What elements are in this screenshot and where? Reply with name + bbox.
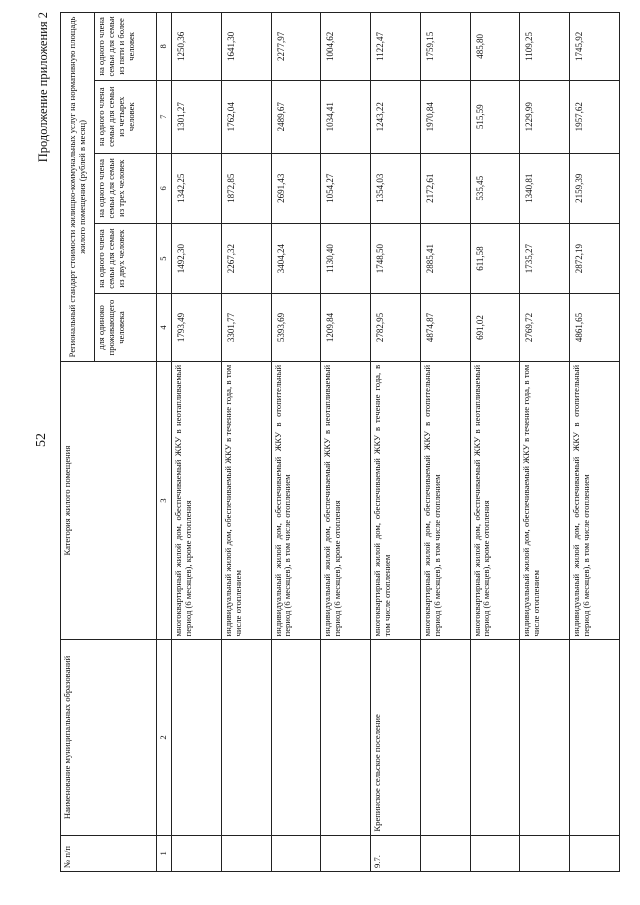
row-number xyxy=(470,835,520,871)
tariff-value: 1250,36 xyxy=(172,13,222,81)
header-sub-5: на одного члена семьи для семьи из пяти и более человек xyxy=(95,13,157,81)
municipality-name xyxy=(420,640,470,835)
tariff-value: 1762,04 xyxy=(221,80,271,153)
dwelling-category: индивидуальный жилой дом, обеспечиваемый ЖКУ в отопительный период (6 месяцев), в том числе отоплением xyxy=(271,361,321,640)
tariff-value: 5393,69 xyxy=(271,294,321,362)
tariff-value: 2691,43 xyxy=(271,153,321,223)
municipality-name xyxy=(321,640,371,835)
table-row xyxy=(470,13,520,872)
tariff-value: 1872,85 xyxy=(221,153,271,223)
header-sub-3: на одного члена семьи для семьи из трех человек xyxy=(95,153,157,223)
tariff-value: 1759,15 xyxy=(420,13,470,81)
dwelling-category: многоквартирный жилой дом, обеспечиваемый ЖКУ в отопительный период (6 месяцев), в том числе отоплением xyxy=(420,361,470,640)
tariff-value: 2769,72 xyxy=(520,294,570,362)
table-row xyxy=(371,13,421,872)
tariff-value: 1745,92 xyxy=(570,13,620,81)
index-6: 6 xyxy=(157,153,172,223)
tariff-value: 1492,30 xyxy=(172,223,222,293)
index-2: 2 xyxy=(157,640,172,835)
table-row xyxy=(221,13,271,872)
header-sub-2: на одного члена семьи для семьи из двух человек xyxy=(95,223,157,293)
table-row xyxy=(172,13,222,872)
tariff-table xyxy=(60,12,620,872)
tariff-value: 691,02 xyxy=(470,294,520,362)
tariff-value: 1130,40 xyxy=(321,223,371,293)
tariff-value: 2872,19 xyxy=(570,223,620,293)
tariff-value: 1034,41 xyxy=(321,80,371,153)
header-standard: Региональный стандарт стоимости жилищно-коммунальных услуг на нормативную площадь жилого помещения (рублей в месяц) xyxy=(61,13,95,362)
tariff-value: 1641,30 xyxy=(221,13,271,81)
tariff-value: 2267,32 xyxy=(221,223,271,293)
tariff-value: 2885,41 xyxy=(420,223,470,293)
municipality-name xyxy=(470,640,520,835)
tariff-value: 1054,27 xyxy=(321,153,371,223)
tariff-value: 1301,27 xyxy=(172,80,222,153)
municipality-name: Крепинское сельское поселение xyxy=(371,640,421,835)
tariff-value: 1354,03 xyxy=(371,153,421,223)
tariff-value: 485,80 xyxy=(470,13,520,81)
header-sub-1: для одиноко проживающего человека xyxy=(95,294,157,362)
page-number: 52 xyxy=(34,433,49,447)
header-municipality: Наименование муниципальных образований xyxy=(61,640,157,835)
tariff-value: 1340,81 xyxy=(520,153,570,223)
table-row xyxy=(420,13,470,872)
row-number xyxy=(321,835,371,871)
dwelling-category: многоквартирный жилой дом, обеспечиваемый ЖКУ в течение года, в том числе отоплением xyxy=(371,361,421,640)
header-sub-4: на одного члена семьи для семьи из четырех человек xyxy=(95,80,157,153)
municipality-name xyxy=(172,640,222,835)
dwelling-category: индивидуальный жилой дом, обеспечиваемый ЖКУ в течение года, в том числе отоплением xyxy=(520,361,570,640)
dwelling-category: индивидуальный жилой дом, обеспечиваемый ЖКУ в отопительный период (6 месяцев), в том числе отоплением xyxy=(570,361,620,640)
municipality-name xyxy=(271,640,321,835)
tariff-value: 611,58 xyxy=(470,223,520,293)
row-number xyxy=(221,835,271,871)
index-1: 1 xyxy=(157,835,172,871)
tariff-value: 2782,95 xyxy=(371,294,421,362)
index-3: 3 xyxy=(157,361,172,640)
municipality-name xyxy=(570,640,620,835)
row-number: 9.7. xyxy=(371,835,421,871)
tariff-value: 4874,87 xyxy=(420,294,470,362)
tariff-value: 3301,77 xyxy=(221,294,271,362)
index-7: 7 xyxy=(157,80,172,153)
dwelling-category: индивидуальный жилой дом, обеспечиваемый ЖКУ в течение года, в том числе отоплением xyxy=(221,361,271,640)
tariff-value: 1004,62 xyxy=(321,13,371,81)
tariff-value: 2489,67 xyxy=(271,80,321,153)
table-row xyxy=(321,13,371,872)
row-number xyxy=(420,835,470,871)
row-number xyxy=(172,835,222,871)
tariff-value: 1748,50 xyxy=(371,223,421,293)
header-category: Категория жилого помещения xyxy=(61,361,157,640)
dwelling-category: индивидуальный жилой дом, обеспечиваемый ЖКУ в неотапливаемый период (6 месяцев), кроме отопления xyxy=(321,361,371,640)
row-number xyxy=(570,835,620,871)
table-row xyxy=(570,13,620,872)
tariff-value: 1342,25 xyxy=(172,153,222,223)
header-no: № п/п xyxy=(61,835,157,871)
tariff-value: 515,59 xyxy=(470,80,520,153)
tariff-value: 1122,47 xyxy=(371,13,421,81)
table-row xyxy=(271,13,321,872)
tariff-value: 1229,99 xyxy=(520,80,570,153)
tariff-value: 1109,25 xyxy=(520,13,570,81)
tariff-value: 1957,62 xyxy=(570,80,620,153)
index-5: 5 xyxy=(157,223,172,293)
tariff-value: 1209,84 xyxy=(321,294,371,362)
municipality-name xyxy=(520,640,570,835)
row-number xyxy=(271,835,321,871)
tariff-value: 1793,49 xyxy=(172,294,222,362)
row-number xyxy=(520,835,570,871)
tariff-value: 1243,22 xyxy=(371,80,421,153)
table-row xyxy=(520,13,570,872)
tariff-value: 1735,27 xyxy=(520,223,570,293)
dwelling-category: многоквартирный жилой дом, обеспечиваемый ЖКУ в неотапливаемый период (6 месяцев), кроме отопления xyxy=(470,361,520,640)
tariff-value: 2159,39 xyxy=(570,153,620,223)
appendix-label: Продолжение приложения 2 xyxy=(36,12,50,163)
rotated-page xyxy=(36,12,620,872)
index-4: 4 xyxy=(157,294,172,362)
tariff-value: 1970,84 xyxy=(420,80,470,153)
dwelling-category: многоквартирный жилой дом, обеспечиваемый ЖКУ в неотапливаемый период (6 месяцев), кроме отопления xyxy=(172,361,222,640)
index-8: 8 xyxy=(157,13,172,81)
tariff-value: 535,45 xyxy=(470,153,520,223)
tariff-value: 4861,65 xyxy=(570,294,620,362)
tariff-value: 2172,61 xyxy=(420,153,470,223)
municipality-name xyxy=(221,640,271,835)
tariff-value: 2277,97 xyxy=(271,13,321,81)
tariff-value: 3404,24 xyxy=(271,223,321,293)
